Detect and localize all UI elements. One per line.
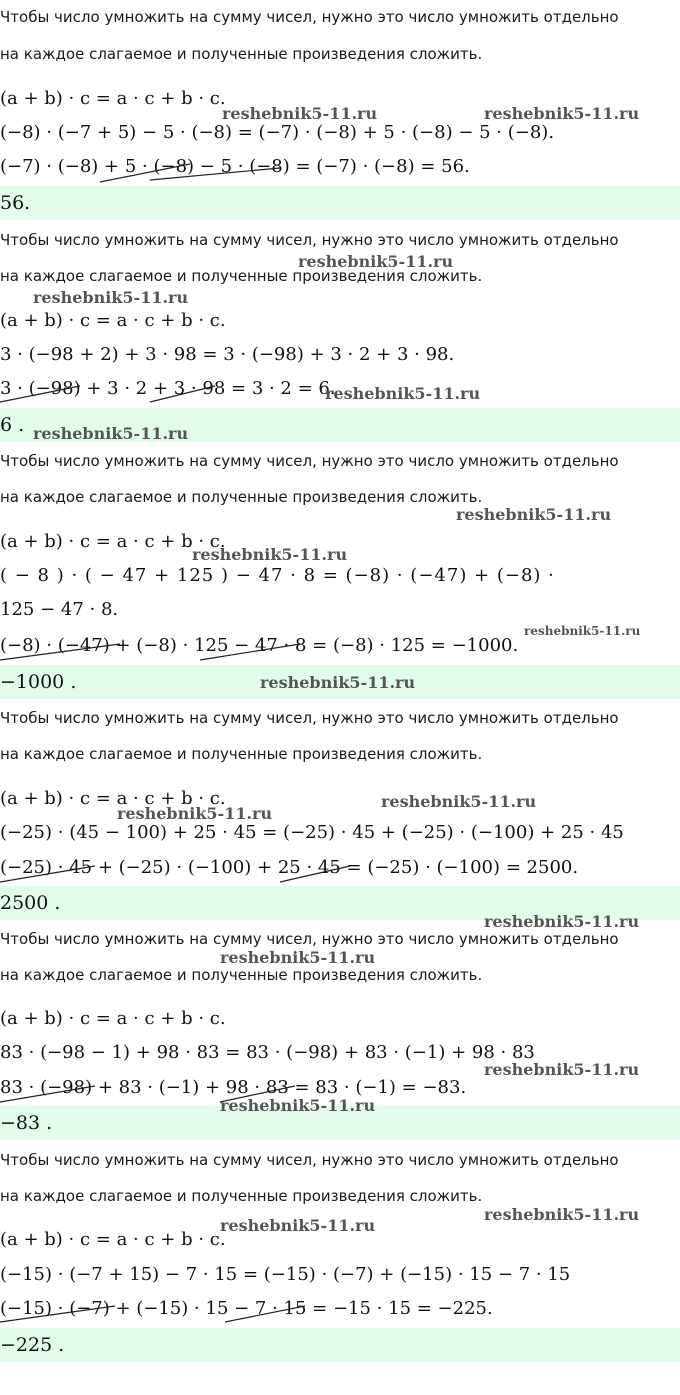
task-6-step2: (−15) · (−7) + (−15) · 15 − 7 · 15 = −15 · 15 = −225. bbox=[0, 1298, 493, 1319]
task-5-step1: 83 · (−98 − 1) + 98 · 83 = 83 · (−98) + 83 · (−1) + 98 · 83 bbox=[0, 1042, 535, 1063]
watermark: reshebnik5-11.ru bbox=[220, 1096, 376, 1115]
task-1-step1: (−8) · (−7 + 5) − 5 · (−8) = (−7) · (−8) + 5 · (−8) − 5 · (−8). bbox=[0, 122, 555, 143]
task-1-answer: 56. bbox=[0, 192, 31, 214]
task-6-answer: −225 . bbox=[0, 1334, 65, 1356]
rule-text-line1: Чтобы число умножить на сумму чисел, нужно это число умножить отдельно bbox=[0, 8, 619, 26]
strike-mark bbox=[150, 168, 280, 180]
rule-text-line2: на каждое слагаемое и полученные произведения сложить. bbox=[0, 267, 483, 285]
watermark: reshebnik5-11.ru bbox=[484, 1060, 640, 1079]
watermark: reshebnik5-11.ru bbox=[222, 104, 378, 123]
strike-mark bbox=[0, 1306, 115, 1322]
watermark: reshebnik5-11.ru bbox=[220, 1216, 376, 1235]
task-3-step1b: 125 − 47 · 8. bbox=[0, 599, 119, 620]
watermark: reshebnik5-11.ru bbox=[456, 505, 612, 524]
strike-mark bbox=[0, 644, 120, 660]
watermark: reshebnik5-11.ru bbox=[381, 792, 537, 811]
task-5-step2: 83 · (−98) + 83 · (−1) + 98 · 83 = 83 · (−1) = −83. bbox=[0, 1077, 467, 1098]
formula: (a + b) · c = a · c + b · c. bbox=[0, 310, 226, 331]
strike-mark bbox=[0, 866, 95, 882]
formula: (a + b) · c = a · c + b · c. bbox=[0, 1008, 226, 1029]
task-2-step2: 3 · (−98) + 3 · 2 + 3 · 98 = 3 · 2 = 6. bbox=[0, 378, 336, 399]
task-4-step1: (−25) · (45 − 100) + 25 · 45 = (−25) · 45 + (−25) · (−100) + 25 · 45 bbox=[0, 822, 624, 843]
watermark: reshebnik5-11.ru bbox=[298, 252, 454, 271]
task-3-answer: −1000 . bbox=[0, 671, 77, 693]
rule-text-line1: Чтобы число умножить на сумму чисел, нужно это число умножить отдельно bbox=[0, 709, 619, 727]
watermark: reshebnik5-11.ru bbox=[33, 288, 189, 307]
task-3-step1: ( − 8 ) · ( − 47 + 125 ) − 47 · 8 = (−8) · (−47) + (−8) · bbox=[0, 565, 555, 586]
watermark: reshebnik5-11.ru bbox=[260, 673, 416, 692]
strike-mark bbox=[0, 386, 80, 402]
rule-text-line1: Чтобы число умножить на сумму чисел, нужно это число умножить отдельно bbox=[0, 452, 619, 470]
strike-mark bbox=[225, 1306, 305, 1322]
task-5-answer: −83 . bbox=[0, 1112, 53, 1134]
task-6-step1: (−15) · (−7 + 15) − 7 · 15 = (−15) · (−7) + (−15) · 15 − 7 · 15 bbox=[0, 1264, 571, 1285]
rule-text-line2: на каждое слагаемое и полученные произведения сложить. bbox=[0, 745, 483, 763]
strike-mark bbox=[280, 866, 350, 882]
task-1-step2: (−7) · (−8) + 5 · (−8) − 5 · (−8) = (−7) · (−8) = 56. bbox=[0, 156, 470, 177]
strike-mark bbox=[100, 164, 190, 182]
strike-mark bbox=[0, 1086, 95, 1102]
watermark: reshebnik5-11.ru bbox=[484, 912, 640, 931]
strike-mark bbox=[150, 386, 215, 402]
watermark: reshebnik5-11.ru bbox=[524, 624, 641, 638]
watermark: reshebnik5-11.ru bbox=[484, 1205, 640, 1224]
task-3-step2: (−8) · (−47) + (−8) · 125 − 47 · 8 = (−8) · 125 = −1000. bbox=[0, 635, 519, 656]
watermark: reshebnik5-11.ru bbox=[220, 948, 376, 967]
rule-text-line1: Чтобы число умножить на сумму чисел, нужно это число умножить отдельно bbox=[0, 930, 619, 948]
task-2-answer: 6 . bbox=[0, 414, 25, 436]
watermark: reshebnik5-11.ru bbox=[325, 384, 481, 403]
rule-text-line1: Чтобы число умножить на сумму чисел, нужно это число умножить отдельно bbox=[0, 1151, 619, 1169]
formula: (a + b) · c = a · c + b · c. bbox=[0, 788, 226, 809]
watermark: reshebnik5-11.ru bbox=[33, 424, 189, 443]
formula: (a + b) · c = a · c + b · c. bbox=[0, 1229, 226, 1250]
rule-text-line2: на каждое слагаемое и полученные произведения сложить. bbox=[0, 45, 483, 63]
watermark: reshebnik5-11.ru bbox=[484, 104, 640, 123]
watermark: reshebnik5-11.ru bbox=[117, 804, 273, 823]
task-4-step2: (−25) · 45 + (−25) · (−100) + 25 · 45 = (−25) · (−100) = 2500. bbox=[0, 857, 579, 878]
formula: (a + b) · c = a · c + b · c. bbox=[0, 88, 226, 109]
task-2-step1: 3 · (−98 + 2) + 3 · 98 = 3 · (−98) + 3 · 2 + 3 · 98. bbox=[0, 344, 455, 365]
rule-text-line1: Чтобы число умножить на сумму чисел, нужно это число умножить отдельно bbox=[0, 231, 619, 249]
watermark: reshebnik5-11.ru bbox=[192, 545, 348, 564]
formula: (a + b) · c = a · c + b · c. bbox=[0, 531, 226, 552]
rule-text-line2: на каждое слагаемое и полученные произведения сложить. bbox=[0, 488, 483, 506]
rule-text-line2: на каждое слагаемое и полученные произведения сложить. bbox=[0, 966, 483, 984]
rule-text-line2: на каждое слагаемое и полученные произведения сложить. bbox=[0, 1187, 483, 1205]
task-4-answer: 2500 . bbox=[0, 892, 61, 914]
strike-mark bbox=[200, 644, 300, 660]
